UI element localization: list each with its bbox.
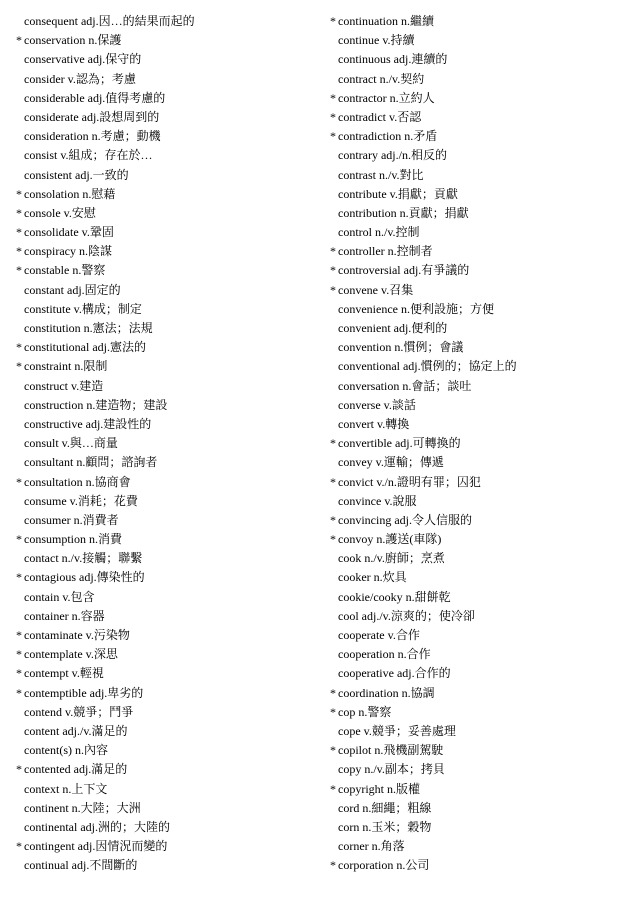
vocab-entry <box>16 607 316 626</box>
vocab-entry <box>330 204 630 223</box>
vocab-entry <box>16 396 316 415</box>
star-marker: * <box>330 90 336 105</box>
star-marker: * <box>330 282 336 297</box>
vocab-entry <box>330 568 630 587</box>
vocab-entry <box>16 319 316 338</box>
vocab-entry <box>330 473 630 492</box>
vocab-entry <box>16 684 316 703</box>
star-marker: * <box>16 244 22 259</box>
entry-text: constable n.警察 <box>24 263 106 278</box>
entry-text: contribution n.貢獻；捐獻 <box>338 205 469 220</box>
entry-text: considerate adj.設想周到的 <box>24 109 160 124</box>
star-marker: * <box>16 205 22 220</box>
vocab-entry <box>330 415 630 434</box>
entry-text: contact n./v.接觸；聯繫 <box>24 551 143 566</box>
entry-text: consult v.與…商量 <box>24 436 118 451</box>
vocab-entry <box>16 799 316 818</box>
star-marker: * <box>16 33 22 48</box>
star-marker: * <box>16 839 22 854</box>
entry-text: convoy n.護送(車隊) <box>338 532 442 547</box>
vocab-entry <box>330 780 630 799</box>
vocab-entry <box>330 261 630 280</box>
vocab-entry <box>330 684 630 703</box>
star-marker: * <box>16 532 22 547</box>
vocab-entry <box>330 185 630 204</box>
vocab-entry <box>16 377 316 396</box>
right-column <box>330 12 630 875</box>
entry-text: container n.容器 <box>24 608 105 623</box>
vocab-entry <box>16 568 316 587</box>
vocab-entry <box>330 396 630 415</box>
vocab-entry <box>16 70 316 89</box>
vocab-entry <box>330 607 630 626</box>
entry-text: context n.上下文 <box>24 781 108 796</box>
vocab-entry <box>16 530 316 549</box>
vocab-entry <box>330 645 630 664</box>
vocab-entry <box>330 146 630 165</box>
entry-text: conspiracy n.陰謀 <box>24 244 112 259</box>
vocab-entry <box>16 300 316 319</box>
star-marker: * <box>330 129 336 144</box>
entry-text: contrary adj./n.相反的 <box>338 148 447 163</box>
entry-text: constitute v.構成；制定 <box>24 301 142 316</box>
vocab-entry <box>16 856 316 875</box>
vocab-entry <box>330 492 630 511</box>
vocab-entry <box>16 453 316 472</box>
vocab-entry <box>330 281 630 300</box>
entry-text: convincing adj.令人信服的 <box>338 512 472 527</box>
star-marker: * <box>330 474 336 489</box>
star-marker: * <box>330 263 336 278</box>
entry-text: cookie/cooky n.甜餅乾 <box>338 589 451 604</box>
entry-text: consume v.消耗；花費 <box>24 493 138 508</box>
star-marker: * <box>16 186 22 201</box>
entry-text: consumer n.消費者 <box>24 512 119 527</box>
entry-text: controversial adj.有爭議的 <box>338 263 470 278</box>
vocab-entry <box>16 703 316 722</box>
vocab-entry <box>330 703 630 722</box>
vocab-entry <box>16 357 316 376</box>
star-marker: * <box>16 340 22 355</box>
vocab-entry <box>330 799 630 818</box>
entry-text: convert v.轉換 <box>338 416 410 431</box>
vocab-entry <box>16 664 316 683</box>
vocab-entry <box>16 166 316 185</box>
vocab-entry <box>330 338 630 357</box>
vocab-entry <box>16 31 316 50</box>
vocab-entry <box>330 664 630 683</box>
entry-text: coordination n.協調 <box>338 685 435 700</box>
entry-text: consist v.組成；存在於… <box>24 148 153 163</box>
entry-text: contain v.包含 <box>24 589 95 604</box>
entry-text: consolation n.慰藉 <box>24 186 116 201</box>
vocab-entry <box>330 108 630 127</box>
entry-text: cooperation n.合作 <box>338 647 431 662</box>
entry-text: constructive adj.建設性的 <box>24 416 152 431</box>
vocab-entry <box>16 645 316 664</box>
vocab-entry <box>330 166 630 185</box>
entry-text: convey v.運輸；傳遞 <box>338 455 444 470</box>
vocab-entry <box>330 741 630 760</box>
vocab-entry <box>330 223 630 242</box>
vocab-entry <box>330 760 630 779</box>
entry-text: consider v.認為；考慮 <box>24 71 136 86</box>
star-marker: * <box>16 225 22 240</box>
entry-text: continual adj.不間斷的 <box>24 858 138 873</box>
entry-text: continental adj.洲的；大陸的 <box>24 819 170 834</box>
entry-text: continue v.持續 <box>338 33 415 48</box>
vocab-entry <box>16 204 316 223</box>
entry-text: copyright n.版權 <box>338 781 420 796</box>
entry-text: copilot n.飛機副駕駛 <box>338 743 444 758</box>
vocab-entry <box>16 12 316 31</box>
vocab-entry <box>16 50 316 69</box>
entry-text: consultation n.協商會 <box>24 474 131 489</box>
vocab-entry <box>330 588 630 607</box>
entry-text: contempt v.輕視 <box>24 666 104 681</box>
vocab-entry <box>16 108 316 127</box>
vocab-entry <box>330 31 630 50</box>
entry-text: contemptible adj.卑劣的 <box>24 685 144 700</box>
entry-text: contingent adj.因情況而變的 <box>24 839 168 854</box>
entry-text: content adj./v.滿足的 <box>24 723 128 738</box>
star-marker: * <box>330 532 336 547</box>
entry-text: constraint n.限制 <box>24 359 108 374</box>
vocab-entry <box>330 50 630 69</box>
vocab-entry <box>16 146 316 165</box>
star-marker: * <box>330 14 336 28</box>
vocab-entry <box>330 626 630 645</box>
vocab-entry <box>16 492 316 511</box>
entry-text: content(s) n.內容 <box>24 743 108 758</box>
entry-text: console v.安慰 <box>24 205 96 220</box>
entry-text: cooperate v.合作 <box>338 628 420 642</box>
vocab-entry <box>330 357 630 376</box>
star-marker: * <box>16 647 22 662</box>
vocab-entry <box>330 300 630 319</box>
entry-text: consequent adj.因…的結果而起的 <box>24 14 195 28</box>
entry-text: convention n.慣例；會議 <box>338 340 464 355</box>
vocab-entry <box>16 722 316 741</box>
vocab-entry <box>330 453 630 472</box>
vocab-entry <box>16 281 316 300</box>
vocab-entry <box>16 415 316 434</box>
entry-text: corner n.角落 <box>338 839 405 854</box>
star-marker: * <box>16 666 22 681</box>
entry-text: construction n.建造物；建設 <box>24 397 168 412</box>
entry-text: construct v.建造 <box>24 378 104 393</box>
entry-text: contribute v.捐獻；貢獻 <box>338 186 458 201</box>
star-marker: * <box>330 436 336 451</box>
vocab-entry <box>330 377 630 396</box>
entry-text: contract n./v.契約 <box>338 71 425 86</box>
star-marker: * <box>330 685 336 700</box>
entry-text: cord n.細繩；粗線 <box>338 800 432 815</box>
vocab-entry <box>330 530 630 549</box>
entry-text: continuous adj.連續的 <box>338 52 448 67</box>
entry-text: converse v.談話 <box>338 397 416 412</box>
entry-text: cop n.警察 <box>338 704 392 719</box>
vocab-entry <box>16 837 316 856</box>
vocab-entry <box>16 511 316 530</box>
entry-text: contaminate v.污染物 <box>24 628 130 642</box>
vocab-entry <box>16 741 316 760</box>
entry-text: constant adj.固定的 <box>24 282 121 297</box>
vocab-entry <box>16 780 316 799</box>
vocab-entry <box>16 818 316 837</box>
entry-text: continuation n.繼續 <box>338 14 434 28</box>
entry-text: conservation n.保護 <box>24 33 122 48</box>
entry-text: consultant n.顧問；諮詢者 <box>24 455 158 470</box>
entry-text: cope v.競爭；妥善處理 <box>338 723 456 738</box>
vocab-entry <box>330 319 630 338</box>
vocab-entry <box>16 549 316 568</box>
entry-text: convene v.召集 <box>338 282 414 297</box>
left-column <box>16 12 316 875</box>
entry-text: convince v.說服 <box>338 493 417 508</box>
entry-text: conservative adj.保守的 <box>24 52 142 67</box>
star-marker: * <box>330 512 336 527</box>
vocab-entry <box>330 856 630 875</box>
entry-text: controller n.控制者 <box>338 244 433 259</box>
vocab-entry <box>16 473 316 492</box>
entry-text: conventional adj.慣例的；協定上的 <box>338 359 517 374</box>
entry-text: constitution n.憲法；法規 <box>24 321 153 335</box>
vocab-entry <box>16 760 316 779</box>
entry-text: contradiction n.矛盾 <box>338 129 438 144</box>
entry-text: cooker n.炊具 <box>338 570 407 585</box>
entry-text: considerable adj.值得考慮的 <box>24 90 166 105</box>
entry-text: convertible adj.可轉換的 <box>338 436 461 451</box>
vocab-entry <box>16 127 316 146</box>
entry-text: convict v./n.證明有罪；囚犯 <box>338 474 481 489</box>
entry-text: convenient adj.便利的 <box>338 321 448 335</box>
star-marker: * <box>16 628 22 642</box>
star-marker: * <box>16 359 22 374</box>
entry-text: control n./v.控制 <box>338 225 420 240</box>
entry-text: cool adj./v.涼爽的；使冷卻 <box>338 608 475 623</box>
vocab-entry <box>330 511 630 530</box>
vocab-entry <box>330 242 630 261</box>
star-marker: * <box>330 743 336 758</box>
entry-text: contemplate v.深思 <box>24 647 118 662</box>
entry-text: cooperative adj.合作的 <box>338 666 451 681</box>
vocab-entry <box>16 89 316 108</box>
star-marker: * <box>16 685 22 700</box>
entry-text: contagious adj.傳染性的 <box>24 570 145 585</box>
vocab-entry <box>330 89 630 108</box>
vocab-entry <box>330 549 630 568</box>
entry-text: consideration n.考慮；動機 <box>24 129 161 144</box>
star-marker: * <box>330 781 336 796</box>
vocab-entry <box>16 588 316 607</box>
star-marker: * <box>16 762 22 777</box>
entry-text: contrast n./v.對比 <box>338 167 424 182</box>
star-marker: * <box>16 474 22 489</box>
star-marker: * <box>330 704 336 719</box>
entry-text: cook n./v.廚師；烹煮 <box>338 551 445 566</box>
vocab-entry <box>16 626 316 645</box>
entry-text: contradict v.否認 <box>338 109 422 124</box>
vocab-entry <box>330 818 630 837</box>
vocab-entry <box>330 70 630 89</box>
vocab-entry <box>330 722 630 741</box>
vocab-entry <box>16 338 316 357</box>
entry-text: copy n./v.副本；拷貝 <box>338 762 445 777</box>
entry-text: contend v.競爭；鬥爭 <box>24 704 134 719</box>
vocab-entry <box>330 434 630 453</box>
vocab-entry <box>330 12 630 31</box>
entry-text: consolidate v.鞏固 <box>24 225 114 240</box>
entry-text: constitutional adj.憲法的 <box>24 340 146 355</box>
entry-text: contented adj.滿足的 <box>24 762 128 777</box>
star-marker: * <box>330 109 336 124</box>
vocab-entry <box>16 223 316 242</box>
star-marker: * <box>16 570 22 585</box>
vocab-entry <box>16 242 316 261</box>
entry-text: conversation n.會話；談吐 <box>338 378 472 393</box>
entry-text: contractor n.立約人 <box>338 90 435 105</box>
entry-text: consumption n.消費 <box>24 532 122 547</box>
star-marker: * <box>330 858 336 873</box>
vocab-entry <box>330 127 630 146</box>
entry-text: convenience n.便利設施；方便 <box>338 301 494 316</box>
entry-text: corn n.玉米；穀物 <box>338 819 432 834</box>
entry-text: continent n.大陸；大洲 <box>24 800 141 815</box>
star-marker: * <box>330 244 336 259</box>
entry-text: corporation n.公司 <box>338 858 430 873</box>
vocab-entry <box>16 185 316 204</box>
vocab-entry <box>330 837 630 856</box>
entry-text: consistent adj.一致的 <box>24 167 129 182</box>
vocab-entry <box>16 434 316 453</box>
vocab-entry <box>16 261 316 280</box>
star-marker: * <box>16 263 22 278</box>
